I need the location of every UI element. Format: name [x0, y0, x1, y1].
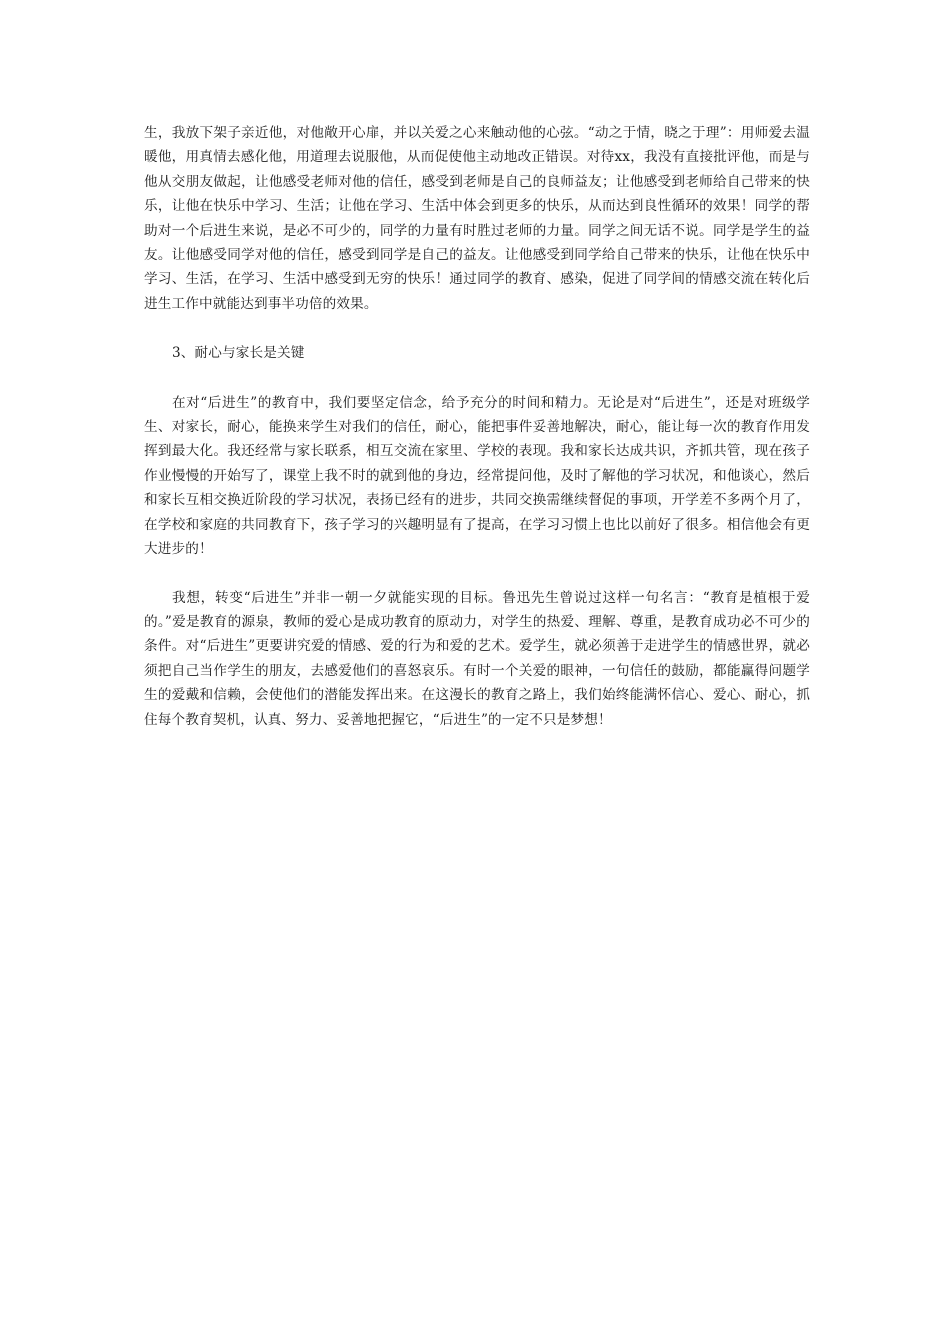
paragraph-gap	[144, 316, 810, 341]
paragraph-continuation: 生，我放下架子亲近他，对他敞开心扉，并以关爱之心来触动他的心弦。“动之于情，晓之于理”：用师爱去温暖他，用真情去感化他，用道理去说服他，从而促使他主动地改正错误。对待xx，我没有直接批评他，而是与他从交朋友做起，让他感受老师对他的信任，感受到老师是自己的良师益友；让他感受到老师给自己带来的快乐，让他在快乐中学习、生活；让他在学习、生活中体会到更多的快乐，从而达到良性循环的效果！同学的帮助对一个后进生来说，是必不可少的，同学的力量有时胜过老师的力量。同学之间无话不说。同学是学生的益友。让他感受同学对他的信任，感受到同学是自己的益友。让他感受到同学给自己带来的快乐，让他在快乐中学习、生活，在学习、生活中感受到无穷的快乐！通过同学的教育、感染，促进了同学间的情感交流在转化后进生工作中就能达到事半功倍的效果。	[144, 125, 810, 312]
paragraph-patience: 在对“后进生”的教育中，我们要坚定信念，给予充分的时间和精力。无论是对“后进生”，还是对班级学生、对家长，耐心，能换来学生对我们的信任，耐心，能把事件妥善地解决，耐心，能让每一次的教育作用发挥到最大化。我还经常与家长联系，相互交流在家里、学校的表现。我和家长达成共识，齐抓共管，现在孩子作业慢慢的开始写了，课堂上我不时的就到他的身边，经常提问他，及时了解他的学习状况，和他谈心，然后和家长互相交换近阶段的学习状况，表扬已经有的进步，共同交换需继续督促的事项，开学差不多两个月了，在学校和家庭的共同教育下，孩子学习的兴趣明显有了提高，在学习习惯上也比以前好了很多。相信他会有更大进步的！	[144, 394, 810, 558]
paragraph-conclusion: 我想，转变“后进生”并非一朝一夕就能实现的目标。鲁迅先生曾说过这样一句名言：“教育是植根于爱的。”爱是教育的源泉，教师的爱心是成功教育的原动力，对学生的热爱、理解、尊重，是教育成功必不可少的条件。对“后进生”更要讲究爱的情感、爱的行为和爱的艺术。爱学生，就必须善于走进学生的情感世界，就必须把自己当作学生的朋友，去感爱他们的喜怒哀乐。有时一个关爱的眼神，一句信任的鼓励，都能赢得问题学生的爱戴和信赖，会使他们的潜能发挥出来。在这漫长的教育之路上，我们始终能满怀信心、爱心、耐心，抓住每个教育契机，认真、努力、妥善地把握它，“后进生”的一定不只是梦想！	[144, 589, 810, 728]
paragraph-gap	[144, 562, 810, 586]
section-heading-3: 3、耐心与家长是关键	[172, 345, 305, 362]
paragraph-gap	[144, 366, 810, 391]
document-page	[144, 121, 810, 732]
